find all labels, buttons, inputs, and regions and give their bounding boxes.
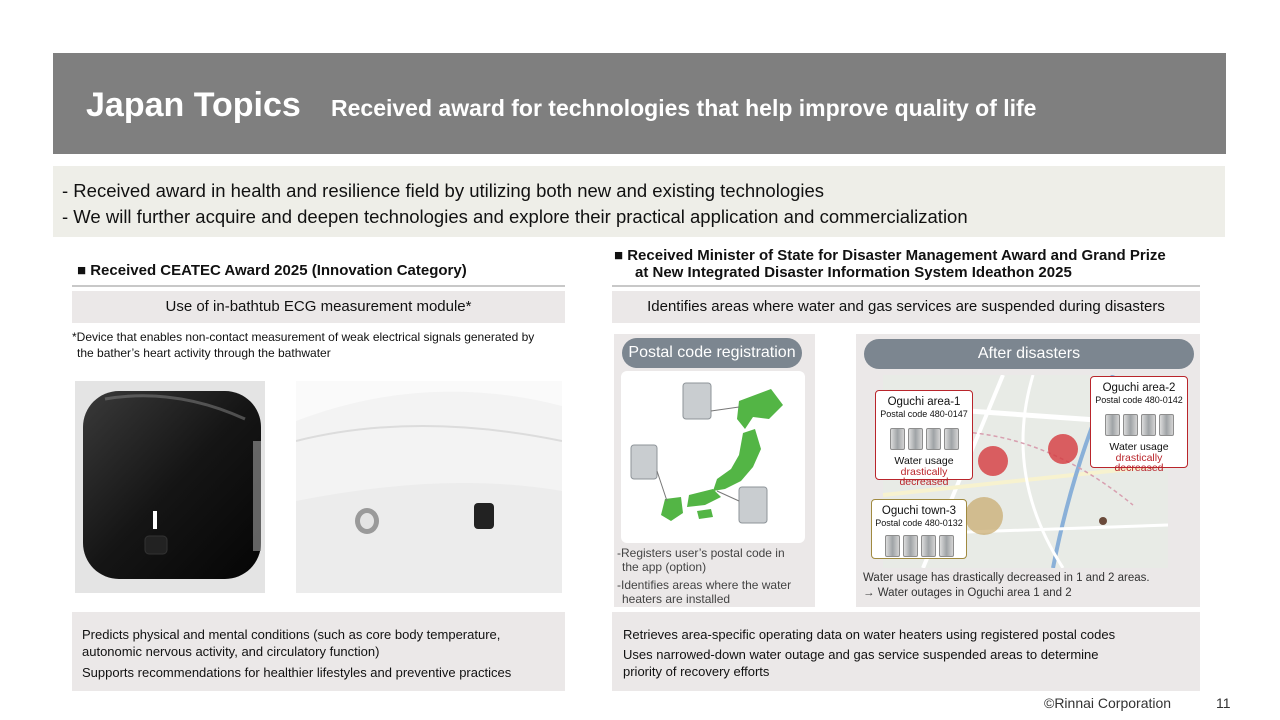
area-1-postal: Postal code 480-0147 <box>880 409 968 419</box>
benefit-line-2: autonomic nervous activity, and circulatory function) <box>82 644 380 659</box>
disaster-benefit-line-2: Uses narrowed-down water outage and gas service suspended areas to determine <box>623 647 1099 662</box>
ecg-banner-text: Use of in-bathtub ECG measurement module* <box>165 298 472 315</box>
area-1-name: Oguchi area-1 <box>887 396 961 408</box>
japan-map <box>621 371 805 543</box>
disaster-benefit-line-3: priority of recovery efforts <box>623 664 770 679</box>
town-3-name: Oguchi town-3 <box>881 505 957 517</box>
postal-note-2-line-1: -Identifies areas where the water <box>617 578 792 592</box>
disaster-benefits-box <box>612 612 1200 691</box>
footnote-line-2: the bather’s heart activity through the bathwater <box>77 346 331 360</box>
postal-note-1-line-1: -Registers user’s postal code in <box>617 546 785 560</box>
after-caption-line-1: Water usage has drastically decreased in 1 and 2 areas. <box>863 572 1150 584</box>
postal-pill: Postal code registration <box>622 338 802 368</box>
disaster-banner <box>612 291 1200 323</box>
page-subtitle: Received award for technologies that help improve quality of life <box>331 95 1037 121</box>
callout-oguchi-area-2 <box>1090 376 1188 474</box>
after-disasters-panel <box>856 334 1200 607</box>
page-number: 11 <box>1216 695 1231 711</box>
divider <box>612 285 1200 287</box>
copyright: ©Rinnai Corporation <box>1044 695 1172 711</box>
after-caption-line-2: → Water outages in Oguchi area 1 and 2 <box>863 587 1072 599</box>
area-1-change-line-1: drastically <box>900 465 948 478</box>
benefit-line-1: Predicts physical and mental conditions (such as core body temperature, <box>82 627 501 642</box>
benefit-line-3: Supports recommendations for healthier lifestyles and preventive practices <box>82 665 512 680</box>
postal-panel <box>614 334 815 607</box>
disaster-award-heading-line-2: at New Integrated Disaster Information System Ideathon 2025 <box>635 264 1072 281</box>
page-title: Japan Topics <box>86 86 301 124</box>
town-3-postal: Postal code 480-0132 <box>875 518 963 528</box>
area-2-postal: Postal code 480-0142 <box>1095 395 1183 405</box>
ecg-banner <box>72 291 565 323</box>
bathtub-photo <box>296 381 562 593</box>
summary-box <box>53 166 1225 237</box>
ceatec-heading: ■ Received CEATEC Award 2025 (Innovation Category) <box>77 262 467 279</box>
area-1-change-line-2: decreased <box>899 476 949 488</box>
ecg-module-photo <box>75 381 265 593</box>
water-heater-icons <box>1091 414 1187 436</box>
postal-note-2-line-2: heaters are installed <box>622 592 731 606</box>
area-2-name: Oguchi area-2 <box>1102 382 1176 394</box>
divider <box>72 285 565 287</box>
area-2-change-line-2: decreased <box>1114 462 1164 474</box>
area-2-change-line-1: drastically <box>1115 451 1163 464</box>
footnote-line-1: *Device that enables non-contact measurement of weak electrical signals generated by <box>72 330 535 344</box>
disaster-banner-text: Identifies areas where water and gas services are suspended during disasters <box>647 298 1165 315</box>
summary-line-1: - Received award in health and resilience field by utilizing both new and existing technologies <box>62 180 825 201</box>
water-heater-icons <box>876 428 972 450</box>
disaster-award-heading-line-1: ■ Received Minister of State for Disaster Management Award and Grand Prize <box>614 247 1166 264</box>
postal-note-1-line-2: the app (option) <box>622 560 707 574</box>
after-disasters-pill: After disasters <box>864 339 1194 369</box>
area-2-usage: Water usage <box>1109 441 1169 453</box>
area-1-usage: Water usage <box>894 455 954 467</box>
water-heater-icons <box>872 535 966 557</box>
callout-oguchi-town-3 <box>871 499 967 559</box>
ecg-benefits-box <box>72 612 565 691</box>
callout-oguchi-area-1 <box>875 390 973 488</box>
disaster-benefit-line-1: Retrieves area-specific operating data on water heaters using registered postal codes <box>623 627 1116 642</box>
summary-line-2: - We will further acquire and deepen technologies and explore their practical application and commercialization <box>62 206 968 227</box>
